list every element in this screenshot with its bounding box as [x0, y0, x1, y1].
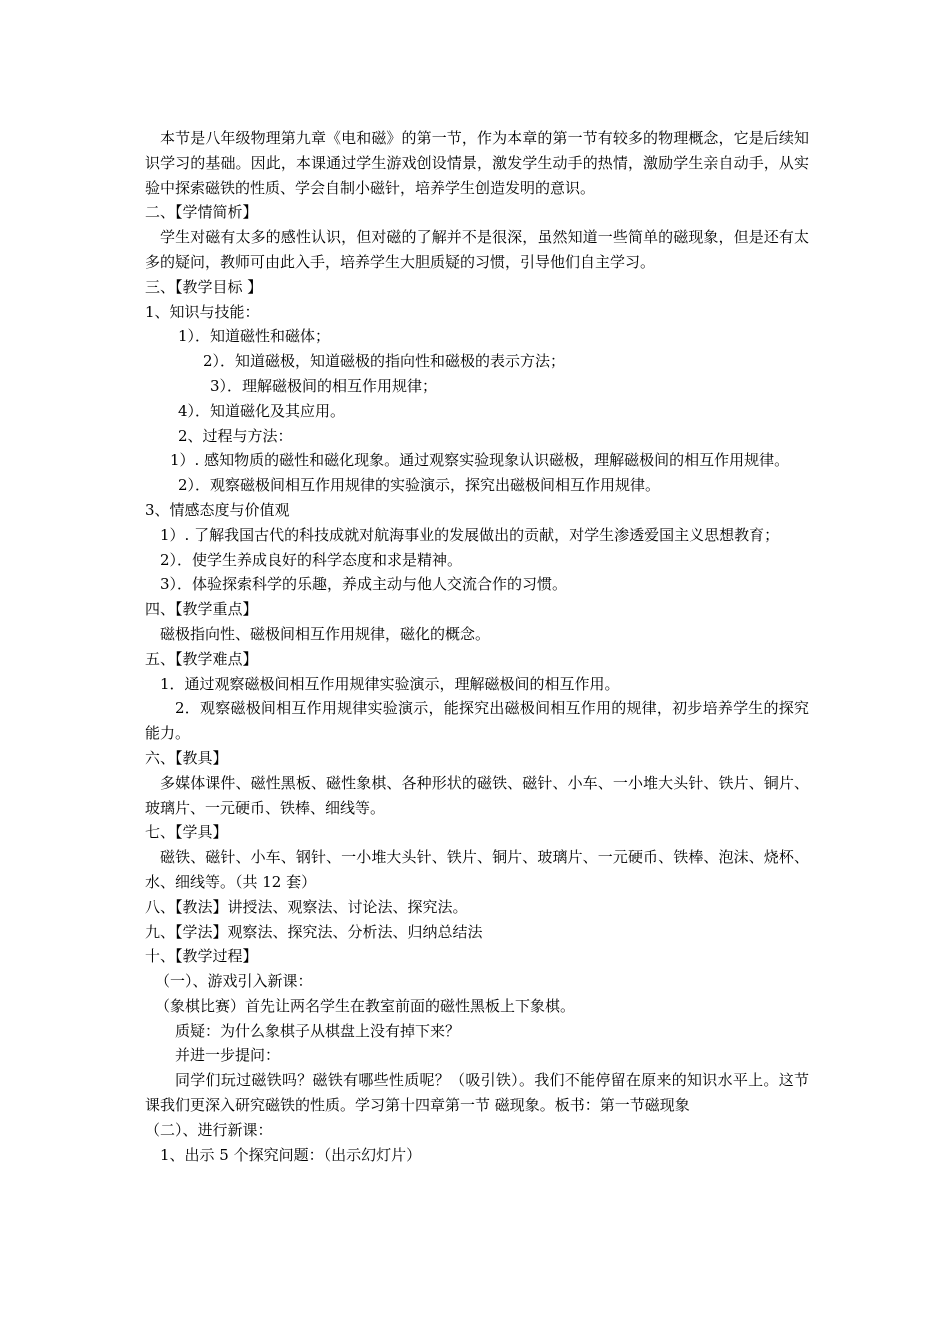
process-step-heading: （一）、游戏引入新课： — [155, 972, 313, 991]
section-heading-learning-aids: 七、【学具】 — [145, 823, 228, 842]
process-step-text: 质疑：为什么象棋子从棋盘上没有掉下来？ — [175, 1021, 461, 1040]
process-step-text: （象棋比赛）首先让两名学生在教室前面的磁性黑板上下象棋。 — [155, 996, 576, 1015]
process-step-heading: （二）、进行新课： — [145, 1120, 273, 1139]
section-heading-teaching-goals: 三、【教学目标 】 — [145, 277, 263, 296]
section-heading-difficulties: 五、【教学难点】 — [145, 649, 258, 668]
learning-methods-line: 九、【学法】观察法、探究法、分析法、归纳总结法 — [145, 922, 483, 941]
goal-knowledge-heading: 1、知识与技能： — [145, 302, 260, 321]
goal-knowledge-item: 4）．知道磁化及其应用。 — [178, 401, 346, 420]
difficulty-item: 2．观察磁极间相互作用规律实验演示，能探究出磁极间相互作用的规律，初步培养学生的探究能力。 — [145, 699, 809, 743]
learning-aids-text: 磁铁、磁针、小车、钢针、一小堆大头针、铁片、铜片、玻璃片、一元硬币、铁棒、泡沫、烧杯、水、细线等。（共 12 套） — [145, 848, 809, 891]
goal-process-item: 1）. 感知物质的磁性和磁化现象。通过观察实验现象认识磁极，理解磁极间的相互作用规律。 — [170, 451, 790, 470]
process-step-text: 并进一步提问： — [175, 1046, 281, 1065]
section-heading-key-points: 四、【教学重点】 — [145, 600, 258, 619]
section-heading-teaching-process: 十、【教学过程】 — [145, 947, 258, 966]
goal-knowledge-item: 2）．知道磁极，知道磁极的指向性和磁极的表示方法； — [203, 352, 566, 371]
process-step-text: 1、出示 5 个探究问题：（出示幻灯片） — [160, 1145, 422, 1164]
section-heading-learner-analysis: 二、【学情简析】 — [145, 203, 258, 222]
learner-analysis-paragraph: 学生对磁有太多的感性认识，但对磁的了解并不是很深，虽然知道一些简单的磁现象，但是还有太多的疑问，教师可由此入手，培养学生大胆质疑的习惯，引导他们自主学习。 — [145, 228, 809, 271]
section-heading-teaching-aids: 六、【教具】 — [145, 748, 228, 767]
intro-paragraph: 本节是八年级物理第九章《电和磁》的第一节，作为本章的第一节有较多的物理概念，它是后续知识学习的基础。因此，本课通过学生游戏创设情景，激发学生动手的热情，激励学生亲自动手，从实验中探索磁铁的性质、学会自制小磁针，培养学生创造发明的意识。 — [145, 129, 809, 197]
document-page — [145, 126, 809, 1167]
goal-attitude-item: 1）. 了解我国古代的科技成就对航海事业的发展做出的贡献，对学生渗透爱国主义思想教育； — [160, 525, 780, 544]
teaching-methods-line: 八、【教法】讲授法、观察法、讨论法、探究法。 — [145, 897, 468, 916]
goal-knowledge-item: 1）．知道磁性和磁体； — [178, 327, 331, 346]
goal-attitude-item: 3）．体验探索科学的乐趣，养成主动与他人交流合作的习惯。 — [160, 575, 568, 594]
goal-process-heading: 2、过程与方法： — [178, 426, 293, 445]
goal-attitude-item: 2）．使学生养成良好的科学态度和求是精神。 — [160, 550, 463, 569]
key-points-text: 磁极指向性、磁极间相互作用规律，磁化的概念。 — [160, 624, 491, 643]
goal-process-item: 2）．观察磁极间相互作用规律的实验演示，探究出磁极间相互作用规律。 — [178, 476, 661, 495]
goal-knowledge-item: 3）．理解磁极间的相互作用规律； — [210, 376, 438, 395]
difficulty-item: 1．通过观察磁极间相互作用规律实验演示，理解磁极间的相互作用。 — [160, 674, 620, 693]
teaching-aids-text: 多媒体课件、磁性黑板、磁性象棋、各种形状的磁铁、磁针、小车、一小堆大头针、铁片、铜片、玻璃片、一元硬币、铁棒、细线等。 — [145, 773, 809, 817]
goal-attitude-heading: 3、情感态度与价值观 — [145, 500, 290, 519]
process-step-text: 同学们玩过磁铁吗？磁铁有哪些性质呢？（吸引铁）。我们不能停留在原来的知识水平上。这节课我们更深入研究磁铁的性质。学习第十四章第一节 磁现象。板书：第一节磁现象 — [145, 1071, 809, 1115]
